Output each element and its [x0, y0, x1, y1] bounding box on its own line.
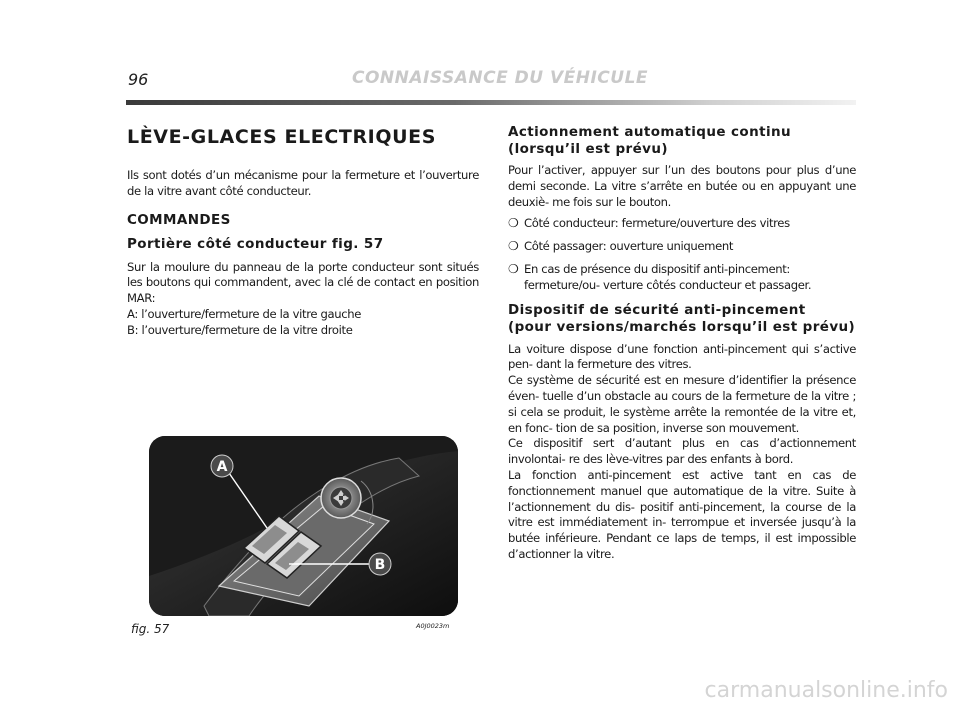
safety-paragraph: Ce dispositif sert d’autant plus en cas d’actionnement involontai- re des lève-vitres par des enfants à bord.	[508, 436, 856, 467]
door-heading: Portière côté conducteur fig. 57	[127, 235, 384, 252]
right-column	[508, 124, 856, 563]
section-title: LÈVE-GLACES ELECTRIQUES	[127, 126, 436, 148]
header-rule	[126, 100, 856, 105]
commands-heading: COMMANDES	[127, 211, 231, 228]
safety-paragraph: Ce système de sécurité est en mesure d’identifier la présence éven- tuelle d’un obstacle au cours de la fermeture de la vitre ; si cela se produit, le système arrête la remontée de la vitre et, en fonc- tion de sa position, inverse son mouvement.	[508, 373, 856, 435]
safety-paragraph: La fonction anti-pincement est active tant en cas de fonctionnement manuel que automatique de la vitre. Suite à l’actionnement du dis- positif anti-pincement, la course de la vitre est immédiatement in- terrompue et inversée jusqu’à la butée inférieure. Pendant ce laps de temps, il est impossible d’actionner la vitre.	[508, 467, 856, 561]
door-switch-figure	[149, 436, 458, 616]
door-text-b: B: l’ouverture/fermeture de la vitre droite	[127, 322, 353, 337]
safety-heading: Dispositif de sécurité anti-pincement (pour versions/marchés lorsqu’il est prévu)	[508, 301, 856, 335]
list-item: ❍ En cas de présence du dispositif anti-pincement: fermeture/ou- verture côtés conducteur et passager.	[508, 261, 812, 292]
running-head: CONNAISSANCE DU VÉHICULE	[352, 68, 649, 88]
bullet-circle-icon: ❍	[508, 216, 519, 231]
bullet-circle-icon: ❍	[508, 261, 519, 276]
auto-text: Pour l’activer, appuyer sur l’un des boutons pour plus d’une demi seconde. La vitre s’arrête en butée ou en appuyant une deuxiè- me fois sur le bouton.	[508, 163, 856, 209]
bullet-circle-icon: ❍	[508, 239, 519, 254]
mode-list	[508, 216, 856, 293]
door-switch-illustration	[149, 436, 458, 616]
auto-heading: Actionnement automatique continu (lorsqu’il est prévu)	[508, 124, 791, 157]
left-column	[127, 126, 479, 339]
page-number: 96	[128, 70, 149, 89]
list-item: ❍ Côté conducteur: fermeture/ouverture des vitres	[508, 216, 790, 231]
figure-caption: fig. 57	[131, 622, 170, 636]
figure-code: A0J0023m	[416, 622, 450, 630]
watermark: carmanualsonline.info	[704, 678, 948, 703]
intro-paragraph: Ils sont dotés d’un mécanisme pour la fermeture et l’ouverture de la vitre avant côté conducteur.	[127, 168, 479, 198]
list-item: ❍ Côté passager: ouverture uniquement	[508, 239, 734, 254]
label-a: A	[216, 459, 228, 475]
label-b: B	[374, 557, 386, 573]
door-text-a: A: l’ouverture/fermeture de la vitre gauche	[127, 306, 362, 321]
door-text: Sur la moulure du panneau de la porte conducteur sont situés les boutons qui commandent, avec la clé de contact en position MAR:	[127, 259, 479, 306]
safety-paragraph: La voiture dispose d’une fonction anti-pincement qui s’active pen- dant la fermeture des vitres.	[508, 341, 856, 372]
